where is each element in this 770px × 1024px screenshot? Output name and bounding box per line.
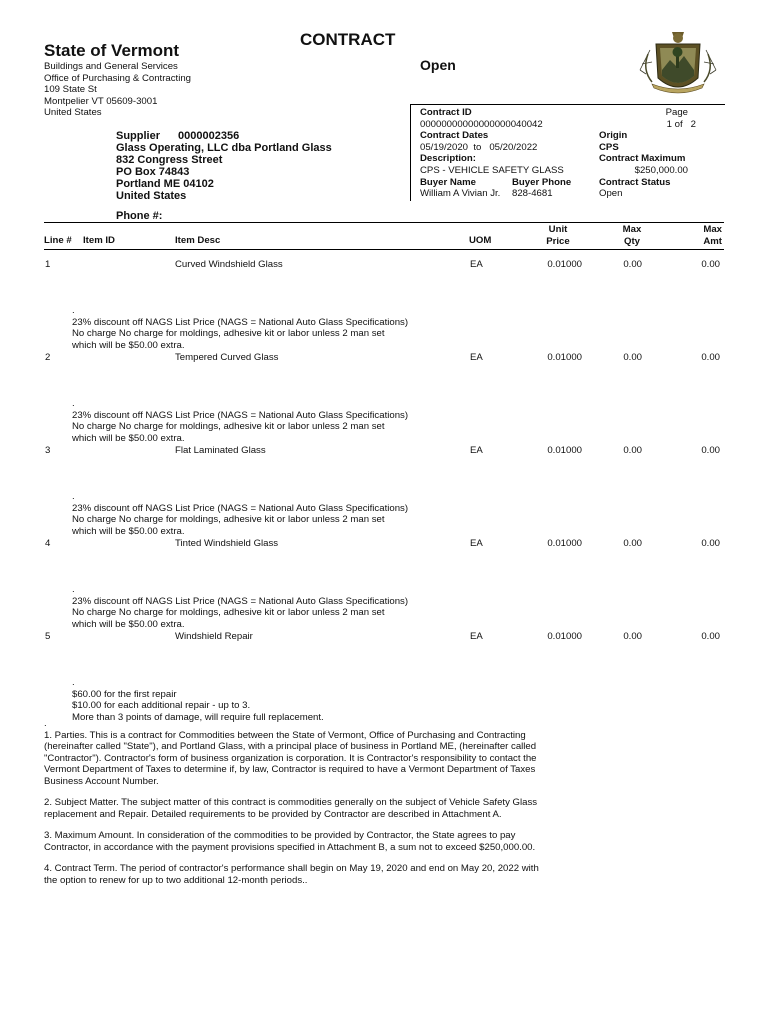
supplier-label: Supplier — [116, 130, 161, 142]
terms-paragraph: 4. Contract Term. The period of contractor's performance shall begin on May 19, 2020 and end on May 20, 2022 with the option to renew for up to two additional 12-month periods.. — [44, 863, 539, 886]
supplier-line: Portland ME 04102 — [116, 178, 214, 190]
row-line: 3 — [45, 445, 51, 456]
supplier-phone-label: Phone #: — [116, 210, 163, 222]
row-note-line: More than 3 points of damage, will require full replacement. — [72, 711, 324, 723]
col-unit-price-line2: Price — [546, 235, 570, 247]
row-desc: Windshield Repair — [175, 631, 253, 642]
row-note — [72, 677, 324, 723]
col-uom: UOM — [469, 235, 492, 246]
row-note — [72, 305, 408, 351]
buyer-phone-value: 828-4681 — [512, 188, 553, 199]
row-uom: EA — [470, 259, 483, 270]
terms-lead: . — [44, 718, 47, 729]
supplier-line: United States — [116, 190, 187, 202]
col-max-qty-line2: Qty — [624, 235, 640, 247]
line-items-header — [44, 222, 724, 250]
supplier-block — [116, 130, 332, 202]
row-note — [72, 491, 408, 537]
row-line: 5 — [45, 631, 51, 642]
row-note-line: No charge No charge for moldings, adhesive kit or labor unless 2 man set — [72, 514, 385, 525]
row-desc: Tempered Curved Glass — [175, 352, 279, 363]
row-note — [72, 398, 408, 444]
org-name: State of Vermont — [44, 41, 180, 60]
col-max-amt — [684, 224, 722, 247]
description-label: Description: — [420, 153, 476, 164]
row-note-line: 23% discount off NAGS List Price (NAGS = National Auto Glass Specifications) — [72, 316, 409, 328]
row-note-line: No charge No charge for moldings, adhesive kit or labor unless 2 man set — [72, 607, 385, 618]
row-max-qty: 0.00 — [623, 538, 642, 549]
row-uom: EA — [470, 352, 483, 363]
row-note-line: $10.00 for each additional repair - up to 3. — [72, 700, 251, 711]
row-desc: Curved Windshield Glass — [175, 259, 283, 270]
supplier-line: Glass Operating, LLC dba Portland Glass — [116, 142, 332, 154]
row-line: 1 — [45, 259, 51, 270]
row-note-line: which will be $50.00 extra. — [72, 525, 185, 537]
row-max-qty: 0.00 — [623, 445, 642, 456]
col-unit-price — [528, 224, 588, 247]
contract-dates-value: 05/19/2020 to 05/20/2022 — [420, 142, 538, 153]
row-uom: EA — [470, 631, 483, 642]
description-value: CPS - VEHICLE SAFETY GLASS — [420, 165, 564, 176]
terms-paragraph: 2. Subject Matter. The subject matter of this contract is commodities generally on the subject of Vehicle Safety Glass replacement and Repair. Detailed requirements to be provided by Contractor are described in Attachment A. — [44, 797, 538, 820]
row-note-line: . — [72, 398, 75, 409]
origin-value: CPS — [599, 142, 619, 153]
row-note-line: . — [72, 584, 75, 595]
contract-status-value: Open — [599, 188, 623, 199]
row-max-amt: 0.00 — [701, 259, 720, 270]
row-note-line: 23% discount off NAGS List Price (NAGS = National Auto Glass Specifications) — [72, 595, 409, 607]
org-address-line: Montpelier VT 05609-3001 — [44, 95, 158, 107]
org-address — [44, 61, 191, 119]
contract-maximum-label: Contract Maximum — [599, 153, 686, 164]
terms-paragraph: 3. Maximum Amount. In consideration of the commodities to be provided by Contractor, the State agrees to pay Contractor, in accordance with the payment provisions specified in Attachment B, a sum not to exceed $250,000.00. — [44, 830, 536, 853]
row-max-amt: 0.00 — [701, 352, 720, 363]
row-unit-price: 0.01000 — [547, 259, 582, 270]
org-address-line: 109 State St — [44, 84, 97, 95]
document-title: CONTRACT — [300, 30, 396, 49]
contract-id-label: Contract ID — [420, 107, 472, 118]
supplier-id: 0000002356 — [178, 130, 240, 142]
col-item-desc: Item Desc — [175, 235, 221, 246]
row-note-line: which will be $50.00 extra. — [72, 432, 185, 444]
org-address-line: Buildings and General Services — [44, 61, 178, 72]
row-line: 4 — [45, 538, 51, 549]
row-uom: EA — [470, 538, 483, 549]
contract-id-value: 00000000000000000040042 — [420, 119, 543, 130]
row-max-amt: 0.00 — [701, 445, 720, 456]
row-desc: Tinted Windshield Glass — [175, 538, 279, 549]
row-note-line: 23% discount off NAGS List Price (NAGS = National Auto Glass Specifications) — [72, 409, 409, 421]
row-uom: EA — [470, 445, 483, 456]
row-desc: Flat Laminated Glass — [175, 445, 266, 456]
row-note-line: No charge No charge for moldings, adhesive kit or labor unless 2 man set — [72, 421, 385, 432]
vermont-state-seal-icon — [632, 30, 724, 100]
col-max-amt-line2: Amt — [703, 235, 722, 247]
origin-label: Origin — [599, 130, 628, 141]
col-unit-price-line1: Unit — [548, 224, 568, 235]
row-unit-price: 0.01000 — [547, 352, 582, 363]
row-note-line: . — [72, 491, 75, 502]
terms-paragraph: 1. Parties. This is a contract for Commodities between the State of Vermont, Office of Purchasing and Contracting (hereinafter called "State"), and Portland Glass, with a principal place of business in Portland ME, (hereinafter called "Contractor"). Contractor's form of business organization is corporation. It is Contractor's responsibility to contact the Vermont Department of Taxes to determine if, by law, Contractor is required to have a Vermont Department of Taxes Business Account Number. — [44, 729, 537, 787]
row-max-amt: 0.00 — [701, 538, 720, 549]
col-item-id: Item ID — [83, 235, 115, 246]
buyer-name-value: William A Vivian Jr. — [420, 188, 501, 199]
page-value: 1 of 2 — [666, 119, 696, 130]
row-max-qty: 0.00 — [623, 352, 642, 363]
contract-maximum-value: $250,000.00 — [634, 165, 688, 176]
row-line: 2 — [45, 352, 51, 363]
row-max-qty: 0.00 — [623, 631, 642, 642]
supplier-line: 832 Congress Street — [116, 154, 223, 166]
row-note-line: $60.00 for the first repair — [72, 688, 177, 700]
col-line: Line # — [44, 235, 72, 246]
contract-dates-label: Contract Dates — [420, 130, 489, 141]
org-address-line: United States — [44, 107, 102, 118]
row-note — [72, 584, 408, 630]
row-note-line: . — [72, 305, 75, 316]
row-max-qty: 0.00 — [623, 259, 642, 270]
row-note-line: which will be $50.00 extra. — [72, 618, 185, 630]
buyer-phone-label: Buyer Phone — [512, 177, 572, 188]
row-unit-price: 0.01000 — [547, 445, 582, 456]
col-max-qty-line1: Max — [622, 224, 642, 235]
row-note-line: 23% discount off NAGS List Price (NAGS = National Auto Glass Specifications) — [72, 502, 409, 514]
page-label: Page — [665, 107, 688, 118]
row-unit-price: 0.01000 — [547, 538, 582, 549]
row-max-amt: 0.00 — [701, 631, 720, 642]
buyer-name-label: Buyer Name — [420, 177, 476, 188]
contract-status-label: Contract Status — [599, 177, 671, 188]
document-status: Open — [420, 57, 456, 73]
col-max-amt-line1: Max — [703, 224, 722, 235]
org-address-line: Office of Purchasing & Contracting — [44, 72, 192, 84]
col-max-qty — [612, 224, 652, 247]
contract-terms — [44, 718, 554, 896]
row-note-line: No charge No charge for moldings, adhesive kit or labor unless 2 man set — [72, 328, 385, 339]
row-note-line: . — [72, 677, 75, 688]
supplier-line: PO Box 74843 — [116, 166, 190, 178]
row-unit-price: 0.01000 — [547, 631, 582, 642]
row-note-line: which will be $50.00 extra. — [72, 339, 185, 351]
